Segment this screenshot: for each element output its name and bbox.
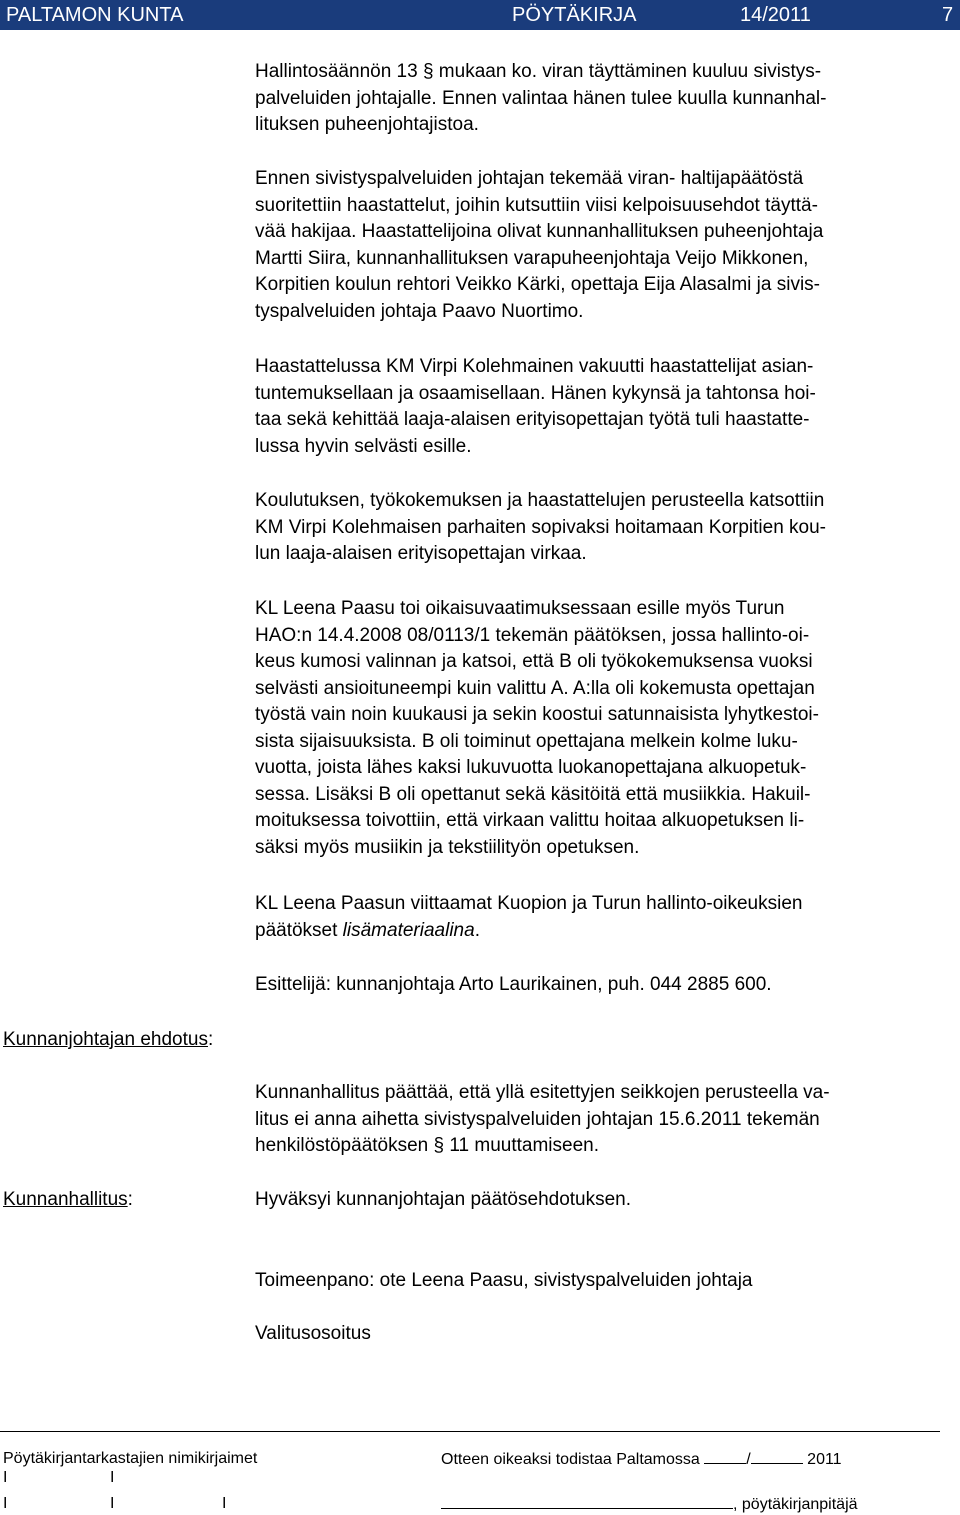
attachments-end: . xyxy=(474,919,480,941)
paragraph-selection: Koulutuksen, työkokemuksen ja haastattelujen perusteella katsottiin KM Virpi Kolehmaisen parhaiten sopivaksi hoitamaan Korpitien kou- lun laaja-alaisen erityisopettajan virkaa. xyxy=(255,490,827,564)
signature-blank xyxy=(441,1494,733,1509)
paragraph-interviews: Ennen sivistyspalveluiden johtajan tekemää viran- haltijapäätöstä suoritettiin haastattelut, joihin kutsuttiin viisi kelpoisuusehdot täyttä- vää hakijaa. Haastattelijoina olivat kunnanhallituksen puheenjohtaja Martti Siira, kunnanhallituksen varapuheenjohtaja Veijo Mikkonen, Korpitien koulun rehtori Veikko Kärki, opettaja Eija Alasalmi ja sivis- tyspalveluiden johtaja Paavo Nuortimo. xyxy=(255,168,824,322)
paragraph-appeal-claim: KL Leena Paasu toi oikaisuvaatimuksessaan esille myös Turun HAO:n 14.4.2008 08/0113/1 tekemän päätöksen, jossa hallinto-oi- keus kumosi valinnan ja katsoi, että B oli työkokemuksensa vuoksi selvästi ansioituneempi kuin valittu A. A:lla oli kokemusta opettajan työstä vain noin kuukausi ja sekin koostui satunnaisista lyhytkestoi- sista sijaisuuksista. B oli toiminut opettajana melkein kolme luku- vuotta, joista lähes kaksi lukuvuotta luokanopettajana alkuopetuk- sessa. Lisäksi B oli opettanut sekä käsitöitä että musiikkia. Hakuil- moituksessa toivottiin, että virkaan valittu hoitaa alkuopetuksen li- säksi myös musiikin ja tekstiilityön opetuksen. xyxy=(255,598,819,858)
implementation: Toimeenpano: ote Leena Paasu, sivistyspalveluiden johtaja xyxy=(255,1270,753,1291)
appeal-instructions: Valitusosoitus xyxy=(255,1323,371,1344)
certification-label xyxy=(441,1449,842,1470)
decision-text: Hyväksyi kunnanjohtajan päätösehdotuksen. xyxy=(255,1189,632,1210)
initial-box: I xyxy=(222,1495,227,1512)
document-number: 14/2011 xyxy=(740,4,811,26)
certification-year: 2011 xyxy=(807,1451,842,1468)
signature-line xyxy=(441,1494,858,1515)
initial-box: I xyxy=(3,1495,8,1512)
decision-label: Kunnanhallitus: xyxy=(3,1189,133,1210)
proposal-label-text: Kunnanjohtajan ehdotus xyxy=(3,1029,208,1050)
attachments-link: lisämateriaalina xyxy=(342,919,475,941)
proposal-text: Kunnanhallitus päättää, että yllä esitettyjen seikkojen perusteella va- litus ei anna aihetta sivistyspalveluiden johtajan 15.6.2011 tekemän henkilöstöpäätöksen § 11 muuttamiseen. xyxy=(255,1082,830,1156)
reviewers-initials-label: Pöytäkirjantarkastajien nimikirjaimet xyxy=(3,1450,258,1467)
page-number: 7 xyxy=(942,4,954,26)
attachments-text: KL Leena Paasun viittaamat Kuopion ja Turun hallinto-oikeuksien päätökset xyxy=(255,893,803,941)
paragraph-interview-result: Haastattelussa KM Virpi Kolehmainen vakuutti haastattelijat asian- tuntemuksellaan ja osaamisellaan. Hänen kykynsä ja tahtonsa hoi- taa sekä kehittää laaja-alaisen erityisopettajan työtä tuli haastatte- lussa hyvin selvästi esille. xyxy=(255,356,816,457)
month-blank xyxy=(751,1449,803,1464)
certification-text: Otteen oikeaksi todistaa Paltamossa xyxy=(441,1451,700,1468)
document-header xyxy=(0,0,960,30)
initial-box: I xyxy=(110,1495,115,1512)
organization-name: PALTAMON KUNTA xyxy=(6,4,184,26)
decision-label-text: Kunnanhallitus xyxy=(3,1189,128,1210)
initial-box: I xyxy=(110,1469,115,1486)
date-slash: / xyxy=(746,1451,751,1468)
day-blank xyxy=(704,1449,746,1464)
proposal-label: Kunnanjohtajan ehdotus: xyxy=(3,1029,214,1050)
presenter: Esittelijä: kunnanjohtaja Arto Laurikainen, puh. 044 2885 600. xyxy=(255,974,772,995)
document-type: PÖYTÄKIRJA xyxy=(512,4,637,26)
signer-title: , pöytäkirjanpitäjä xyxy=(733,1496,858,1513)
paragraph-attachments xyxy=(255,891,955,944)
paragraph-authority: Hallintosäännön 13 § mukaan ko. viran täyttäminen kuuluu sivistys- palveluiden johtajalle. Ennen valintaa hänen tulee kuulla kunnanhal- lituksen puheenjohtajistoa. xyxy=(255,61,827,135)
initial-box: I xyxy=(3,1469,8,1486)
footer-divider xyxy=(0,1431,940,1432)
